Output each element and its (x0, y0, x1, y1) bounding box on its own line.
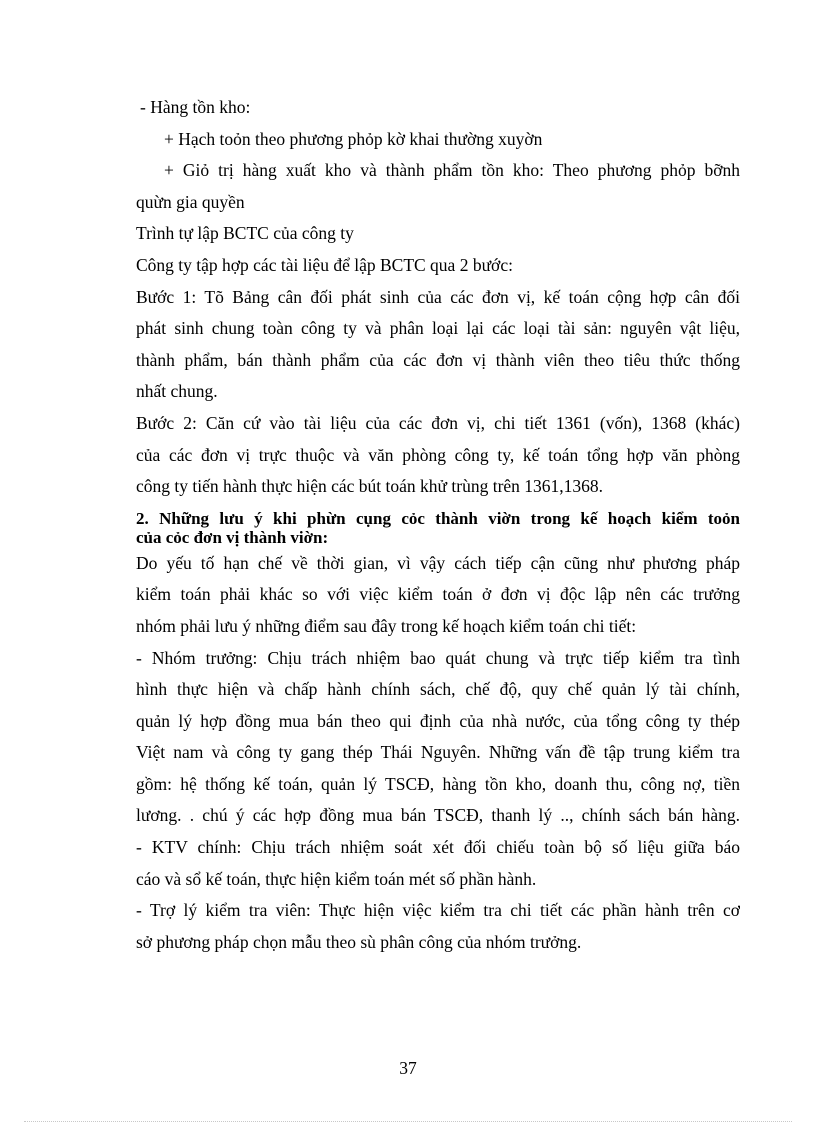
section-heading: của cỏc đơn vị thành viờn: (136, 527, 329, 547)
section-heading: 2. Những lưu ý khi phừn cụng cỏc thành viờn trong kế hoạch kiểm toỏn (136, 508, 740, 528)
document-page (136, 92, 740, 958)
text-line: của các đơn vị trực thuộc và văn phòng công ty, kế toán tổng hợp văn phòng (136, 444, 740, 465)
text-line: sở phương pháp chọn mẫu theo sù phân công của nhóm trưởng. (136, 931, 582, 952)
text-line: nhóm phải lưu ý những điểm sau đây trong kế hoạch kiểm toán chi tiết: (136, 615, 637, 636)
text-line: + Hạch toỏn theo phương phỏp kờ khai thường xuyờn (164, 128, 543, 149)
text-line: hình thực hiện và chấp hành chính sách, chế độ, quy chế quản lý tài chính, (136, 679, 740, 700)
text-line: công ty tiến hành thực hiện các bút toán khử trùng trên 1361,1368. (136, 476, 604, 497)
text-line: kiểm toán phải khác so với việc kiểm toán ở đơn vị độc lập nên các trưởng (136, 584, 740, 605)
text-line: Việt nam và công ty gang thép Thái Nguyên. Những vấn đề tập trung kiểm tra (136, 742, 740, 763)
text-line: Bước 1: Tõ Bảng cân đối phát sinh của các đơn vị, kế toán cộng hợp cân đối (136, 286, 740, 307)
text-line: - Hàng tồn kho: (140, 97, 251, 117)
text-line: nhất chung. (136, 381, 218, 402)
text-line: cáo và sổ kế toán, thực hiện kiểm toán mét số phần hành. (136, 868, 537, 889)
text-line: - Nhóm trưởng: Chịu trách nhiệm bao quát chung và trực tiếp kiểm tra tình (136, 647, 740, 668)
text-line: quừn gia quyền (136, 191, 245, 212)
page-bottom-divider (24, 1121, 792, 1122)
text-line: phát sinh chung toàn công ty và phân loại lại các loại tài sản: nguyên vật liệu, (136, 318, 740, 339)
text-line: gồm: hệ thống kế toán, quản lý TSCĐ, hàng tồn kho, doanh thu, công nợ, tiền (136, 773, 740, 794)
text-line: + Giỏ trị hàng xuất kho và thành phẩm tồn kho: Theo phương phỏp bỡnh (164, 160, 740, 181)
text-line: quản lý hợp đồng mua bán theo qui định của nhà nước, của tổng công ty thép (136, 710, 740, 731)
text-line: lương. . chú ý các hợp đồng mua bán TSCĐ, thanh lý .., chính sách bán hàng. (136, 805, 740, 826)
text-line: - KTV chính: Chịu trách nhiệm soát xét đối chiếu toàn bộ số liệu giữa báo (136, 837, 740, 858)
text-line: Do yếu tố hạn chế về thời gian, vì vậy cách tiếp cận cũng như phương pháp (136, 552, 740, 573)
text-line: Bước 2: Căn cứ vào tài liệu của các đơn vị, chi tiết 1361 (vốn), 1368 (khác) (136, 412, 740, 433)
text-line: - Trợ lý kiểm tra viên: Thực hiện việc kiểm tra chi tiết các phần hành trên cơ (136, 900, 740, 921)
page-number: 37 (399, 1058, 417, 1078)
text-line: thành phẩm, bán thành phẩm của các đơn vị thành viên theo tiêu thức thống (136, 349, 740, 370)
text-line: Công ty tập hợp các tài liệu để lập BCTC qua 2 bước: (136, 254, 513, 275)
text-line: Trình tự lập BCTC của công ty (136, 223, 354, 244)
